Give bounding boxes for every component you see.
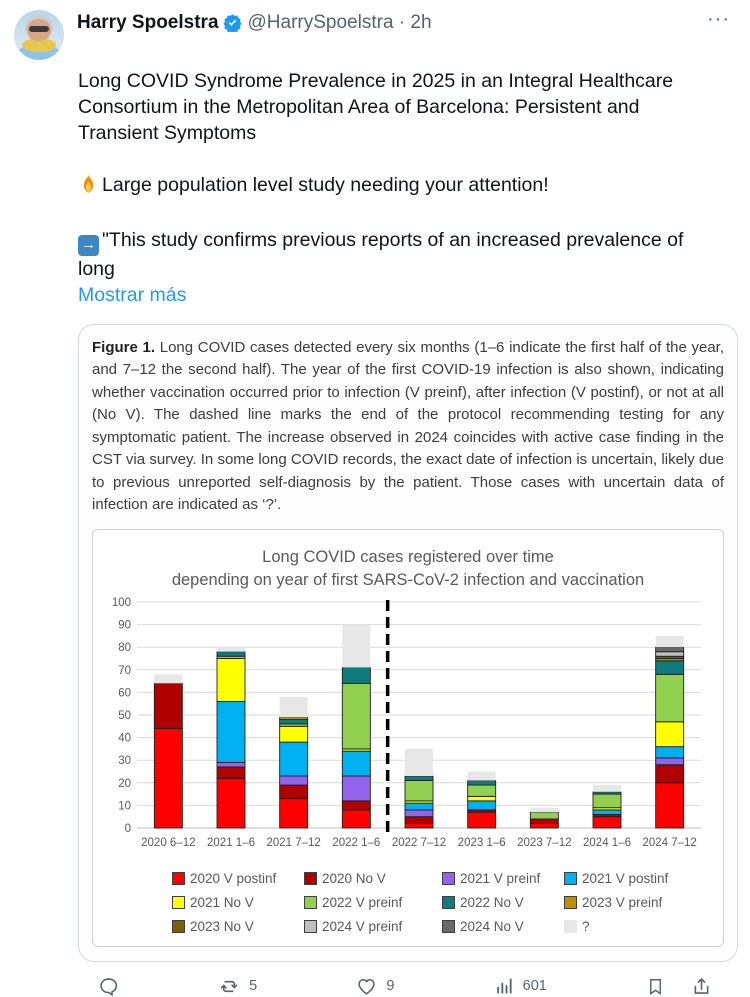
bar-segment	[154, 674, 182, 683]
bar-segment	[217, 766, 245, 777]
bar-segment	[280, 726, 308, 742]
bar-segment	[342, 776, 370, 801]
bar-segment	[656, 635, 684, 646]
tweet-line-fire: Large population level study needing your attention!	[78, 172, 723, 201]
analytics-bars-icon	[494, 976, 514, 996]
svg-text:2024 7–12: 2024 7–12	[642, 836, 697, 849]
legend-item	[442, 871, 560, 886]
svg-text:60: 60	[118, 686, 131, 699]
bar-segment	[593, 791, 621, 793]
retweet-button[interactable]	[218, 976, 257, 997]
bar-segment	[656, 647, 684, 652]
bar-segment	[468, 800, 496, 809]
bar-segment	[280, 785, 308, 799]
bar-segment	[405, 748, 433, 775]
svg-text:30: 30	[118, 754, 131, 767]
bar-segment	[280, 776, 308, 785]
reply-icon	[98, 976, 119, 997]
legend-swatch	[564, 872, 577, 885]
bar-segment	[342, 683, 370, 749]
bar-segment	[154, 728, 182, 827]
legend-swatch	[172, 872, 185, 885]
legend-item	[564, 919, 668, 934]
svg-text:50: 50	[118, 709, 131, 722]
chart-title: Long COVID cases registered over time depending on year of first SARS-CoV-2 infection and vaccination	[171, 547, 645, 589]
legend-item	[304, 871, 438, 886]
bar-segment	[217, 701, 245, 762]
bar-segment	[405, 803, 433, 810]
bar-segment	[593, 785, 621, 792]
chart-legend	[172, 870, 669, 934]
tweet-header	[14, 10, 734, 60]
svg-text:2024 1–6: 2024 1–6	[583, 836, 631, 849]
bar-segment	[217, 658, 245, 701]
legend-label: 2020 V postinf	[190, 870, 277, 886]
legend-label: 2021 V postinf	[582, 870, 669, 886]
bar-segment	[217, 647, 245, 652]
legend-item	[564, 895, 668, 910]
bar-segment	[656, 782, 684, 827]
bar-segment	[342, 809, 370, 827]
legend-item	[172, 895, 300, 910]
bar-segment	[468, 796, 496, 801]
tweet-line-arrow: → "This study confirms previous reports of an increased prevalence of long	[78, 229, 684, 280]
legend-swatch	[442, 872, 455, 885]
view-count: 601	[522, 978, 547, 994]
avatar[interactable]	[14, 10, 64, 60]
more-menu-button[interactable]: ···	[707, 8, 730, 30]
bar-segment	[405, 809, 433, 816]
svg-text:2023 7–12: 2023 7–12	[517, 836, 572, 849]
bar-segment	[468, 785, 496, 796]
fire-emoji-icon	[78, 172, 99, 201]
bookmark-icon	[646, 976, 665, 997]
chart-panel	[92, 529, 724, 947]
like-count: 9	[386, 978, 395, 994]
bar-segment	[530, 812, 558, 819]
bar-segment	[593, 816, 621, 827]
bar-segment	[405, 780, 433, 800]
author-name[interactable]: Harry Spoelstra	[77, 12, 219, 33]
svg-text:10: 10	[118, 799, 131, 812]
bar-segment	[593, 809, 621, 814]
like-button[interactable]	[356, 976, 394, 997]
tweet-title: Long COVID Syndrome Prevalence in 2025 in an Integral Healthcare Consortium in the Metropolitan Area of Barcelona: Persistent and Transient Symptoms	[78, 70, 674, 144]
legend-swatch	[564, 896, 577, 909]
stacked-bar-chart	[103, 592, 711, 860]
verified-badge-icon	[223, 13, 242, 32]
bar-segment	[154, 683, 182, 728]
legend-label: 2023 V preinf	[582, 894, 663, 910]
legend-label: 2023 No V	[190, 918, 254, 934]
bar-segment	[342, 667, 370, 683]
bar-segment	[280, 717, 308, 719]
bar-segment	[217, 778, 245, 828]
bar-segment	[468, 812, 496, 828]
arrow-right-emoji-icon: →	[78, 235, 99, 256]
avatar-sunglasses	[29, 26, 49, 32]
bar-segment	[593, 794, 621, 808]
legend-swatch	[172, 920, 185, 933]
bar-segment	[405, 823, 433, 828]
legend-label: 2024 V preinf	[322, 918, 403, 934]
svg-text:70: 70	[118, 664, 131, 677]
share-button[interactable]	[691, 976, 712, 997]
legend-label: 2021 No V	[190, 894, 254, 910]
svg-text:80: 80	[118, 641, 131, 654]
bar-segment	[656, 674, 684, 721]
figure-caption: Figure 1. Long COVID cases detected every six months (1–6 indicate the first half of the year, and 7–12 the second half). The year of the first COVID-19 infection is also shown, indicating whether vaccination occurred prior to infection (V preinf), after infection (V postinf), or not at all (No V). The dashed line marks the end of the protocol recommending testing for any symptomatic patient. The increase observed in 2024 coincides with active case finding in the CST via survey. In some long COVID records, the exact date of infection is uncertain, likely due to previous unreported self-diagnosis by the patient. Those cases with uncertain data of infection are indicated as ‘?’.	[92, 338, 725, 513]
legend-item	[304, 895, 438, 910]
bar-segment	[405, 776, 433, 781]
legend-swatch	[442, 920, 455, 933]
bar-segment	[280, 696, 308, 716]
bar-segment	[468, 780, 496, 785]
bar-segment	[530, 818, 558, 823]
bar-segment	[280, 719, 308, 724]
bar-segment	[468, 771, 496, 780]
legend-swatch	[172, 896, 185, 909]
bar-segment	[217, 651, 245, 656]
svg-text:2021 7–12: 2021 7–12	[266, 836, 321, 849]
legend-item	[172, 871, 300, 886]
views-button[interactable]	[494, 976, 547, 996]
legend-label: 2020 No V	[322, 870, 386, 886]
legend-item	[564, 871, 668, 886]
legend-swatch	[304, 920, 317, 933]
bar-segment	[342, 751, 370, 776]
legend-item	[172, 919, 300, 934]
legend-swatch	[564, 920, 577, 933]
figure-image-card[interactable]	[78, 324, 738, 962]
heart-icon	[356, 976, 377, 997]
bar-segment	[342, 624, 370, 667]
bar-segment	[656, 757, 684, 764]
svg-text:20: 20	[118, 777, 131, 790]
bar-segment	[530, 823, 558, 828]
bar-segment	[217, 762, 245, 767]
tweet-body	[78, 68, 723, 308]
svg-text:2022 1–6: 2022 1–6	[332, 836, 381, 849]
legend-swatch	[304, 872, 317, 885]
legend-label: 2024 No V	[460, 918, 524, 934]
legend-item	[304, 919, 438, 934]
legend-item	[442, 919, 560, 934]
bar-segment	[530, 807, 558, 812]
legend-swatch	[442, 896, 455, 909]
svg-text:2022 7–12: 2022 7–12	[391, 836, 447, 849]
bar-segment	[656, 746, 684, 757]
bar-segment	[656, 764, 684, 782]
figure-caption-label: Figure 1.	[92, 338, 156, 356]
legend-swatch	[304, 896, 317, 909]
svg-text:100: 100	[111, 596, 131, 609]
bar-segment	[656, 660, 684, 674]
bar-segment	[405, 816, 433, 823]
retweet-icon	[218, 976, 240, 997]
retweet-count: 5	[249, 978, 258, 994]
svg-text:90: 90	[118, 619, 131, 632]
show-more-link[interactable]: Mostrar más	[78, 283, 187, 306]
svg-text:2023 1–6: 2023 1–6	[457, 836, 506, 849]
share-icon	[691, 976, 712, 997]
tweet-action-bar	[98, 976, 712, 997]
legend-label: 2022 V preinf	[322, 894, 403, 910]
legend-label: ?	[582, 918, 590, 934]
svg-text:40: 40	[118, 732, 131, 745]
legend-label: 2021 V preinf	[460, 870, 541, 886]
reply-button[interactable]	[98, 976, 119, 997]
svg-text:2020 6–12: 2020 6–12	[141, 836, 196, 849]
bar-segment	[656, 651, 684, 656]
bar-segment	[342, 800, 370, 809]
svg-text:2021 1–6: 2021 1–6	[207, 836, 255, 849]
bar-segment	[656, 721, 684, 746]
handle-and-time[interactable]: @HarrySpoelstra · 2h	[247, 12, 432, 33]
legend-label: 2022 No V	[460, 894, 524, 910]
bookmark-button[interactable]	[646, 976, 665, 997]
bar-segment	[280, 798, 308, 827]
svg-text:0: 0	[124, 822, 131, 835]
bar-segment	[280, 742, 308, 776]
legend-item	[442, 895, 560, 910]
